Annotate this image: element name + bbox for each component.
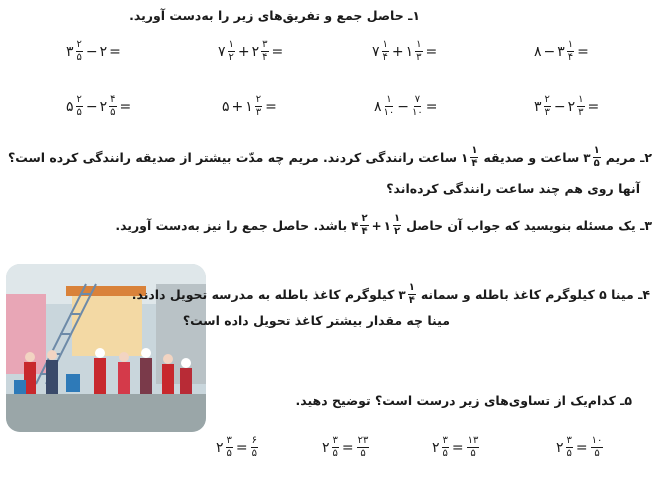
- whole: ۵: [222, 98, 230, 115]
- q5-equation-3: [432, 436, 480, 459]
- equals: =: [425, 98, 438, 115]
- fraction: $\frac{۲}{۳}$: [544, 94, 550, 118]
- fraction: $\frac{۱}{۱۰}$: [383, 94, 395, 118]
- whole: ۱: [383, 218, 391, 233]
- fraction: $\frac{۱}{۳}$: [578, 94, 584, 118]
- whole: ۲: [567, 98, 576, 115]
- whole: ۲: [322, 439, 330, 456]
- fraction: $\frac{۴}{۵}$: [110, 94, 116, 118]
- operator: +: [391, 43, 404, 60]
- whole: ۷: [218, 43, 226, 60]
- fraction: $\frac{۲}{۴}$: [361, 213, 368, 237]
- q1-expr-r2-3: [374, 95, 439, 118]
- q2-mixed-2: [461, 146, 479, 169]
- fraction: $\frac{۱}{۲}$: [228, 39, 234, 63]
- operator: −: [553, 98, 566, 115]
- equals: =: [577, 43, 589, 60]
- fraction: $\frac{۱}{۵}$: [593, 145, 600, 169]
- q4-text-1: ۴ـ مینا ۵ کیلوگرم کاغذ باطله و سمانه: [420, 287, 650, 302]
- fraction: $\frac{۱}{۳}$: [416, 39, 422, 63]
- q1-expr-r2-4: [534, 95, 600, 118]
- whole: ۲: [432, 439, 440, 456]
- q1-expr-r2-2: [222, 95, 278, 118]
- equals: =: [341, 439, 354, 456]
- operator: −: [397, 98, 410, 115]
- q2-text-3: ساعت رانندگی کردند. مریم چه مدّت بیشتر از صدیقه رانندگی کرده است؟: [7, 150, 458, 165]
- q1-title: ۱ـ حاصل جمع و تفریق‌های زیر را به‌دست آورید.: [129, 8, 420, 23]
- q2-line1: [8, 146, 652, 169]
- q5-title: ۵ـ کدام‌یک از تساوی‌های زیر درست است؟ توضیح دهید.: [295, 393, 632, 408]
- q4-line1: [132, 283, 650, 306]
- q3-line: [115, 214, 652, 237]
- fraction: $\frac{۲۳}{۵}$: [357, 435, 369, 459]
- equals: =: [425, 43, 438, 60]
- equals: =: [265, 98, 277, 115]
- whole: ۲: [556, 439, 564, 456]
- q2-mixed-1: [583, 146, 601, 169]
- equals: =: [235, 439, 248, 456]
- operator: −: [85, 43, 98, 60]
- whole: ۲: [99, 43, 108, 60]
- q2-line2: آنها روی هم چند ساعت رانندگی کرده‌اند؟: [386, 181, 640, 196]
- whole: ۳: [557, 43, 565, 60]
- fraction: $\frac{۳}{۵}$: [226, 435, 232, 459]
- fraction: $\frac{۲}{۵}$: [76, 39, 82, 63]
- q5-equation-1: [216, 436, 259, 459]
- q4-mixed: [398, 283, 416, 306]
- equals: =: [575, 439, 588, 456]
- q2-text-2: ساعت و صدیقه: [483, 150, 580, 165]
- operator: +: [371, 218, 382, 233]
- operator: +: [237, 43, 250, 60]
- whole: ۴: [351, 218, 359, 233]
- whole: ۸: [374, 98, 382, 115]
- fraction: $\frac{۱۰}{۵}$: [591, 435, 603, 459]
- whole: ۲: [216, 439, 224, 456]
- whole: ۲: [251, 43, 260, 60]
- q3-text-1: ۳ـ یک مسئله بنویسید که جواب آن حاصل: [406, 218, 652, 233]
- whole: ۸: [534, 43, 542, 60]
- whole: ۳: [583, 150, 591, 165]
- fraction: $\frac{۳}{۵}$: [566, 435, 572, 459]
- fraction: $\frac{۱}{۴}$: [567, 39, 574, 63]
- q1-expr-r1-2: [218, 40, 284, 63]
- whole: ۲: [99, 98, 108, 115]
- fraction: $\frac{۷}{۱۰}$: [412, 94, 423, 118]
- q1-expr-r2-1: [66, 95, 132, 118]
- q4-text-2: کیلوگرم کاغذ باطله به مدرسه تحویل دادند.: [131, 287, 395, 302]
- fraction: $\frac{۶}{۵}$: [251, 435, 258, 459]
- q5-equation-4: [556, 436, 604, 459]
- whole: ۵: [66, 98, 74, 115]
- operator: −: [543, 43, 556, 60]
- whole: ۳: [66, 43, 74, 60]
- fraction: $\frac{۳}{۴}$: [262, 39, 268, 63]
- q2-text-1: ۲ـ مریم: [605, 150, 652, 165]
- fraction: $\frac{۱}{۴}$: [471, 145, 478, 169]
- whole: ۱: [245, 98, 253, 115]
- fraction: $\frac{۳}{۵}$: [332, 435, 338, 459]
- fraction: $\frac{۲}{۳}$: [255, 94, 262, 118]
- equals: =: [451, 439, 464, 456]
- operator: −: [85, 98, 98, 115]
- equals: =: [119, 98, 132, 115]
- whole: ۱: [405, 43, 414, 60]
- q1-expr-r1-3: [372, 40, 438, 63]
- fraction: $\frac{۱}{۲}$: [393, 213, 401, 237]
- whole: ۱: [461, 150, 469, 165]
- equals: =: [587, 98, 600, 115]
- whole: ۳: [398, 287, 406, 302]
- fraction: $\frac{۱}{۴}$: [382, 39, 388, 63]
- q4-line2: مینا چه مقدار بیشتر کاغذ تحویل داده است؟: [182, 313, 450, 328]
- q5-equation-2: [322, 436, 370, 459]
- whole: ۷: [372, 43, 380, 60]
- equals: =: [271, 43, 284, 60]
- fraction: $\frac{۳}{۵}$: [442, 435, 448, 459]
- fraction: $\frac{۱}{۴}$: [408, 282, 415, 306]
- operator: +: [231, 98, 244, 115]
- q3-text-2: باشد. حاصل جمع را نیز به‌دست آورید.: [115, 218, 348, 233]
- whole: ۳: [534, 98, 542, 115]
- q3-expression: [351, 214, 402, 237]
- q1-expr-r1-1: [66, 40, 122, 63]
- fraction: $\frac{۱۳}{۵}$: [467, 435, 479, 459]
- equals: =: [109, 43, 121, 60]
- q1-expr-r1-4: [534, 40, 590, 63]
- fraction: $\frac{۲}{۵}$: [76, 94, 82, 118]
